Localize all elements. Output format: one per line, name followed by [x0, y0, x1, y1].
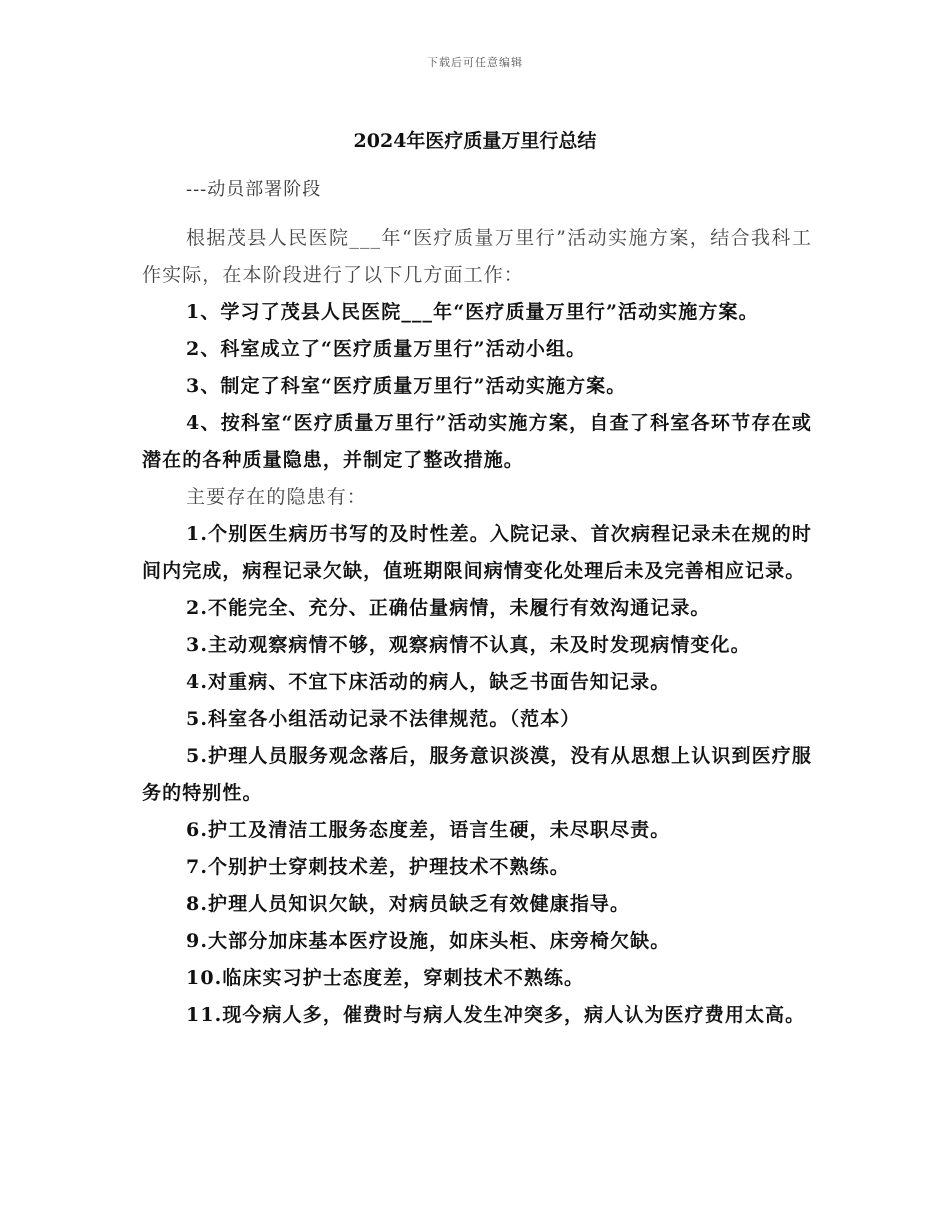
hazard-item: 5.护理人员服务观念落后，服务意识淡漠，没有从思想上认识到医疗服务的特别性。	[142, 745, 812, 804]
hazard-item: 7.个别护士穿刺技术差，护理技术不熟练。	[186, 856, 570, 878]
work-item: 2、科室成立了“医疗质量万里行”活动小组。	[186, 338, 587, 360]
hazard-item: 4.对重病、不宜下床活动的病人，缺乏书面告知记录。	[186, 671, 671, 693]
hazard-item: 8.护理人员知识欠缺，对病员缺乏有效健康指导。	[186, 893, 631, 915]
page-header: 下载后可任意编辑	[427, 56, 523, 69]
hazards-heading: 主要存在的隐患有：	[186, 486, 367, 508]
hazard-item: 5.科室各小组活动记录不法律规范。（范本）	[186, 708, 581, 730]
document-subtitle: ---动员部署阶段	[186, 179, 322, 200]
hazard-item: 10.临床实习护士态度差，穿刺技术不熟练。	[186, 967, 585, 989]
document-title: 2024年医疗质量万里行总结	[353, 130, 597, 152]
work-item: 1、学习了茂县人民医院___年“医疗质量万里行”活动实施方案。	[186, 301, 759, 323]
hazard-item: 6.护工及清洁工服务态度差，语言生硬，未尽职尽责。	[186, 819, 671, 841]
hazard-item: 3.主动观察病情不够，观察病情不认真，未及时发现病情变化。	[186, 634, 751, 656]
hazard-item: 1.个别医生病历书写的及时性差。入院记录、首次病程记录未在规的时间内完成，病程记录欠缺，值班期限间病情变化处理后未及完善相应记录。	[142, 523, 812, 582]
document-body	[142, 220, 812, 1034]
hazard-item: 9.大部分加床基本医疗设施，如床头柜、床旁椅欠缺。	[186, 930, 671, 952]
work-item: 3、制定了科室“医疗质量万里行”活动实施方案。	[186, 375, 627, 397]
work-item: 4、按科室“医疗质量万里行”活动实施方案，自查了科室各环节存在或潜在的各种质量隐患，并制定了整改措施。	[142, 412, 812, 471]
intro-paragraph: 根据茂县人民医院___年“医疗质量万里行”活动实施方案，结合我科工作实际，在本阶段进行了以下几方面工作：	[142, 227, 812, 286]
hazard-item: 11.现今病人多，催费时与病人发生冲突多，病人认为医疗费用太高。	[186, 1004, 806, 1026]
hazard-item: 2.不能完全、充分、正确估量病情，未履行有效沟通记录。	[186, 597, 711, 619]
